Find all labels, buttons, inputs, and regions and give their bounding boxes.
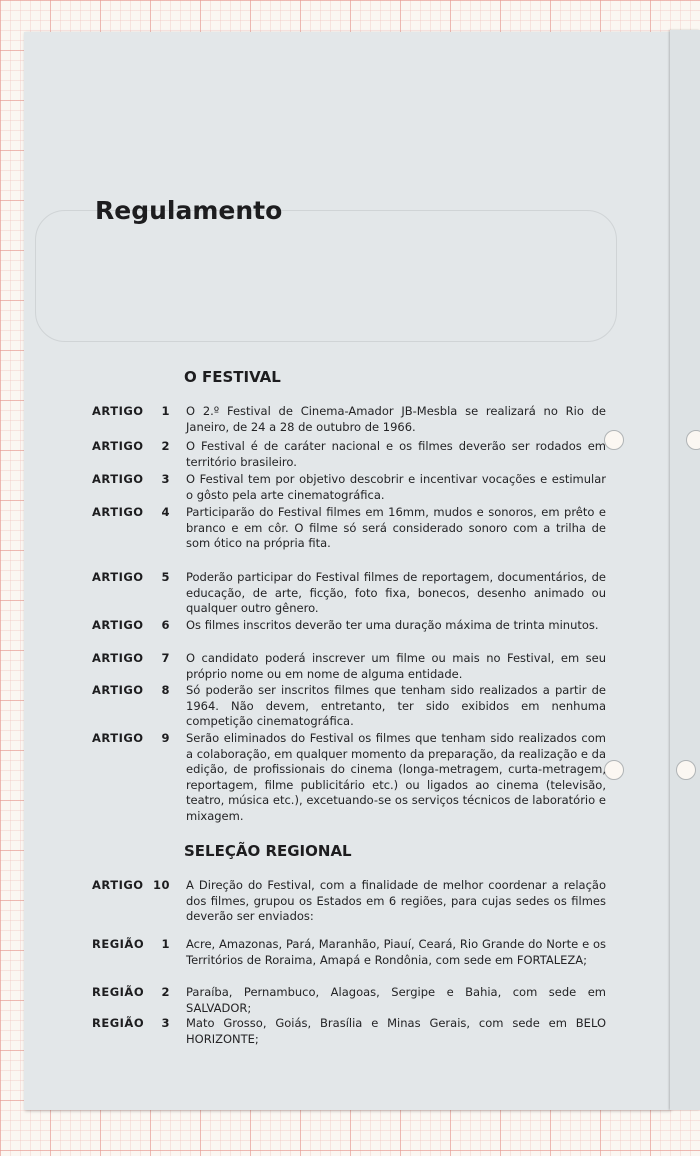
article-label: ARTIGO 1 [92, 404, 170, 418]
region-label: REGIÃO 1 [92, 937, 170, 951]
article-text: O 2.º Festival de Cinema-Amador JB-Mesbla se realizará no Rio de Janeiro, de 24 a 28 de outubro de 1966. [186, 404, 606, 434]
punch-hole [676, 760, 696, 780]
punch-hole [686, 430, 700, 450]
region-text: Acre, Amazonas, Pará, Maranhão, Piauí, Ceará, Rio Grande do Norte e os Territórios de Roraima, Amapá e Rondônia, com sede em FORTALEZA; [186, 937, 606, 967]
article-text: O Festival tem por objetivo descobrir e incentivar vocações e estimular o gôsto pela arte cinematográfica. [186, 472, 606, 502]
article-text: Participarão do Festival filmes em 16mm, mudos e sonoros, em prêto e branco e em côr. O filme só será considerado sonoro com a trilha de som ótico na própria fita. [186, 505, 606, 550]
article-label: ARTIGO 5 [92, 570, 170, 584]
article-text: A Direção do Festival, com a finalidade de melhor coordenar a relação dos filmes, grupou os Estados em 6 regiões, para cujas sedes os filmes deverão ser enviados: [186, 878, 606, 923]
region-text: Paraíba, Pernambuco, Alagoas, Sergipe e Bahia, com sede em SALVADOR; [186, 985, 606, 1015]
show-through-frame [35, 210, 617, 342]
article-text: Serão eliminados do Festival os filmes que tenham sido realizados com a colaboração, em qualquer momento da preparação, da realização e da edição, de profissionais do cinema (longa-metragem, curta-metragem, reportagem, filme publicitário etc.) ou ligados ao cinema (televisão, teatro, música etc.), excetuando-se os serviços técnicos de laboratório e mixagem. [186, 731, 606, 823]
section-heading-selecao-regional: SELEÇÃO REGIONAL [184, 842, 352, 860]
article-text: Poderão participar do Festival filmes de reportagem, documentários, de educação, de arte, ficção, foto fixa, bonecos, desenho animado ou qualquer outro gênero. [186, 570, 606, 615]
article-label: ARTIGO 8 [92, 683, 170, 697]
article-label: ARTIGO 6 [92, 618, 170, 632]
article-label: ARTIGO 4 [92, 505, 170, 519]
punch-hole [604, 760, 624, 780]
punch-hole [604, 430, 624, 450]
article-label: ARTIGO 9 [92, 731, 170, 745]
region-label: REGIÃO 2 [92, 985, 170, 999]
paper-sheet-edge [670, 30, 700, 1110]
article-text: O candidato poderá inscrever um filme ou mais no Festival, em seu próprio nome ou em nome de alguma entidade. [186, 651, 606, 681]
article-label: ARTIGO 3 [92, 472, 170, 486]
region-text: Mato Grosso, Goiás, Brasília e Minas Gerais, com sede em BELO HORIZONTE; [186, 1016, 606, 1046]
article-label: ARTIGO 7 [92, 651, 170, 665]
region-label: REGIÃO 3 [92, 1016, 170, 1030]
article-text: O Festival é de caráter nacional e os filmes deverão ser rodados em território brasileiro. [186, 439, 606, 469]
section-heading-festival: O FESTIVAL [184, 368, 281, 386]
article-label: ARTIGO 10 [92, 878, 170, 892]
document-title: Regulamento [95, 196, 283, 225]
article-text: Só poderão ser inscritos filmes que tenham sido realizados a partir de 1964. Não devem, entretanto, ter sido exibidos em nenhuma competição cinematográfica. [186, 683, 606, 728]
article-text: Os filmes inscritos deverão ter uma duração máxima de trinta minutos. [186, 618, 599, 632]
article-label: ARTIGO 2 [92, 439, 170, 453]
